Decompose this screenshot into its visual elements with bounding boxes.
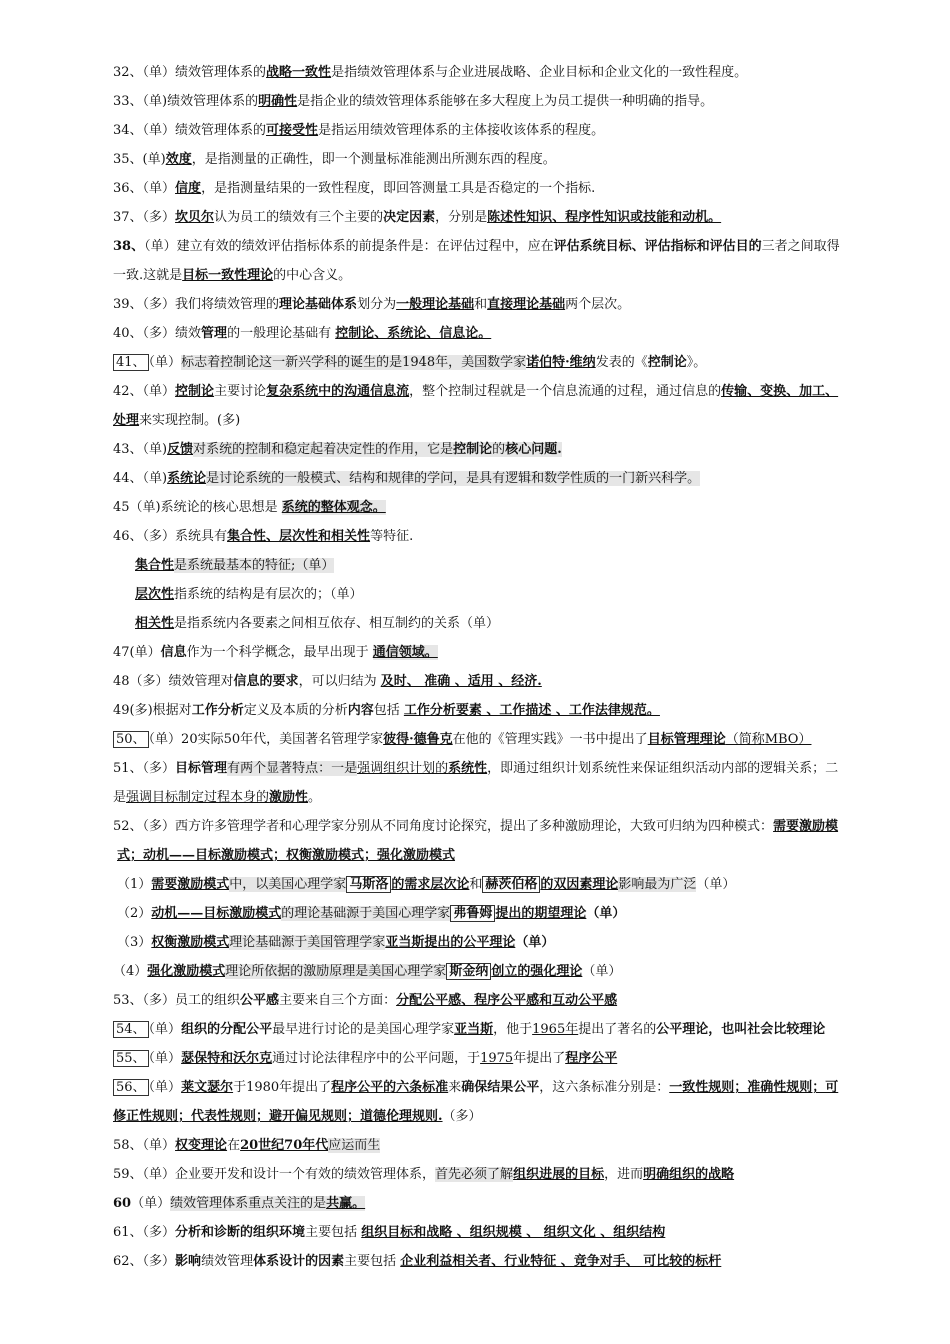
text-segment: 47(单） [113, 645, 161, 660]
text-segment: 提出的期望理论 [495, 906, 587, 921]
text-segment: 62、（多） [113, 1254, 176, 1269]
text-segment: 49(多)根据对 [113, 703, 192, 718]
text-segment: 43、（单) [113, 442, 168, 457]
text-segment: 是指系统内各要素之间相互依存、相互制约的关系（单） [174, 616, 500, 631]
text-segment: 33、（单)绩效管理体系的 [113, 94, 259, 109]
text-segment: 坎贝尔 [175, 210, 215, 225]
text-segment: 亚当斯 [454, 1022, 494, 1037]
text-segment: 反馈 [167, 442, 194, 457]
text-line [113, 1102, 920, 1131]
text-line [113, 986, 920, 1015]
text-segment: 弗鲁姆 [450, 905, 495, 922]
text-line [113, 1189, 920, 1218]
text-segment: 效度 [165, 152, 192, 167]
text-segment: 是 [113, 790, 127, 805]
text-line [113, 232, 920, 261]
text-segment: ，整个控制过程就是一个信息流通的过程，通过信息的 [409, 384, 722, 399]
text-segment: 理论基础体系 [279, 297, 358, 312]
text-segment: 的一般理论基础有 [227, 326, 336, 341]
text-segment: 绩效管理 [201, 1254, 254, 1269]
text-segment: 目标管理 [175, 761, 228, 776]
text-segment: 》。 [686, 355, 707, 370]
text-segment: 20世纪70年代 [240, 1138, 329, 1153]
text-segment: 目标一致性理论 [182, 268, 274, 283]
text-segment: 主要讨论 [214, 384, 267, 399]
text-segment: 系统性 [448, 761, 488, 776]
text-line [113, 1131, 920, 1160]
text-segment: （单） [148, 1022, 182, 1037]
text-segment: 的需求层次论 [391, 877, 470, 892]
text-segment: 35、(单) [113, 152, 166, 167]
text-segment: 战略一致性 [266, 65, 332, 80]
text-segment: 彼得·德鲁克 [383, 732, 453, 747]
text-segment: 56、 [113, 1079, 149, 1096]
text-segment: 对系统的控制和稳定起着决定性的作用，它是 [193, 442, 454, 457]
text-segment: 强调组织计划的 [357, 761, 449, 776]
text-segment: 36、（单） [113, 181, 176, 196]
text-segment: 通信领域。 [372, 645, 438, 660]
text-line [113, 551, 920, 580]
text-segment: 和 [469, 877, 483, 892]
text-segment: 是指绩效管理体系与企业进展战略、企业目标和企业文化的一致性程度。 [331, 65, 748, 80]
text-segment: 38、 [113, 239, 145, 254]
text-segment: 集合性、层次性和相关性 [227, 529, 371, 544]
text-segment: （多） [442, 1109, 482, 1124]
text-segment: 相关性 [135, 616, 175, 631]
text-segment: 42、（单） [113, 384, 176, 399]
text-segment: 层次性 [135, 587, 175, 602]
text-segment: 瑟保特和沃尔克 [181, 1051, 273, 1066]
text-segment: 程序公平的六条标准 [331, 1080, 449, 1095]
text-line [113, 899, 920, 928]
text-segment: 认为员工的绩效有三个主要的 [214, 210, 384, 225]
text-segment: 和 [474, 297, 488, 312]
text-segment: （1） [117, 877, 152, 892]
text-segment: 定义及本质的分析 [243, 703, 348, 718]
text-segment: 59、（单）企业要开发和设计一个有效的绩效管理体系， [113, 1167, 436, 1182]
text-segment: （简称MBO） [725, 732, 812, 747]
text-segment: 控制论 [647, 355, 687, 370]
text-segment: 60 [113, 1196, 132, 1211]
text-segment: 标志着控制论这一新兴学科的诞生的是1948年，美国数学家 [181, 355, 527, 370]
text-segment: （单） [131, 1196, 171, 1211]
text-segment: 一致性规则；准确性规则；可 [669, 1080, 839, 1095]
text-segment: 式；动机——目标激励模式；权衡激励模式；强化激励模式 [117, 848, 456, 863]
text-segment: 斯金纳 [446, 963, 491, 980]
text-segment: 51、（多） [113, 761, 176, 776]
text-segment: 公平理论，也叫社会比较理论 [656, 1022, 826, 1037]
text-segment: 44、（单) [113, 471, 168, 486]
text-line [113, 1015, 920, 1044]
text-line [113, 638, 920, 667]
text-segment: （单） [148, 1080, 182, 1095]
text-line [113, 754, 920, 783]
text-segment: 影响 [175, 1254, 202, 1269]
text-segment: 一致.这就是 [113, 268, 183, 283]
text-segment: 集合性 [135, 558, 175, 573]
text-segment: 发表的《 [595, 355, 648, 370]
text-line [113, 783, 920, 812]
text-segment: 权变理论 [175, 1138, 228, 1153]
text-segment: 48（多）绩效管理对 [113, 674, 234, 689]
text-segment: （2） [117, 906, 152, 921]
text-segment: 45（单)系统论的核心思想是 [113, 500, 282, 515]
text-segment: 需要激励模 [773, 819, 839, 834]
text-segment: 组织进展的目标 [513, 1167, 605, 1182]
text-segment: 的理论基础源于美国心理学家 [281, 906, 451, 921]
text-segment: 三者之间取得 [761, 239, 840, 254]
text-segment: 赫茨伯格 [482, 876, 540, 893]
text-segment: 管理 [201, 326, 228, 341]
text-line [113, 841, 920, 870]
text-segment: 划分为 [357, 297, 397, 312]
text-segment: 中，以美国心理学家 [229, 877, 347, 892]
text-segment: 动机——目标激励模式 [151, 906, 282, 921]
text-segment: （单） [148, 1051, 182, 1066]
text-segment: 复杂系统中的沟通信息流 [266, 384, 410, 399]
text-segment: 34、（单）绩效管理体系的 [113, 123, 267, 138]
text-segment: 的中心含义。 [273, 268, 352, 283]
text-line [113, 261, 920, 290]
text-segment: 来实现控制。(多) [139, 413, 241, 428]
text-segment: （单）20实际50年代，美国著名管理学家 [148, 732, 384, 747]
text-segment: （单） [515, 935, 555, 950]
text-segment: 54、 [113, 1021, 149, 1038]
text-line [113, 725, 920, 754]
text-line [113, 928, 920, 957]
text-line [113, 145, 920, 174]
text-segment: 确保结果公平 [461, 1080, 540, 1095]
text-line [113, 667, 920, 696]
text-segment: 及时、 准确 、适用 、经济. [380, 674, 542, 689]
text-segment: 影响最为广泛 [618, 877, 697, 892]
text-segment: 等特征. [370, 529, 414, 544]
text-line [113, 522, 920, 551]
text-line [113, 609, 920, 638]
text-line [113, 1247, 920, 1276]
text-segment: 信息的要求 [233, 674, 299, 689]
text-line [113, 319, 920, 348]
text-segment: ，他于 [493, 1022, 533, 1037]
text-segment: （单） [586, 906, 626, 921]
text-segment: 传输、变换、加工、 [721, 384, 839, 399]
text-segment: 信息 [160, 645, 187, 660]
text-segment: 公平感 [240, 993, 280, 1008]
text-segment: 首先必须了解 [435, 1167, 514, 1182]
text-segment: 55、 [113, 1050, 149, 1067]
text-segment: 工作分析 [191, 703, 244, 718]
text-segment: 1965年 [532, 1022, 579, 1037]
text-segment: 指系统的结构是有层次的；（单） [174, 587, 363, 602]
text-segment: ，可以归结为 [298, 674, 381, 689]
text-line [113, 1044, 920, 1073]
text-segment: 明确性 [258, 94, 298, 109]
text-segment: 的双因素理论 [540, 877, 619, 892]
text-segment: 信度 [175, 181, 202, 196]
text-segment: 32、（单）绩效管理体系的 [113, 65, 267, 80]
text-segment: （单） [582, 964, 622, 979]
text-segment: 企业利益相关者、行业特征 、竞争对手、 可比较的标杆 [400, 1254, 722, 1269]
text-segment: ，是指测量结果的一致性程度，即回答测量工具是否稳定的一个指标. [201, 181, 596, 196]
text-segment: 理论基础源于美国管理学家 [229, 935, 386, 950]
text-segment: 处理 [113, 413, 140, 428]
text-segment: 诺伯特·维纳 [526, 355, 596, 370]
text-segment: 主要来自三个方面： [279, 993, 397, 1008]
text-line [113, 870, 920, 899]
text-segment: 控制论、系统论、信息论。 [335, 326, 492, 341]
text-line [113, 464, 920, 493]
text-line [113, 493, 920, 522]
text-segment: ，这六条标准分别是： [539, 1080, 670, 1095]
text-line [113, 290, 920, 319]
text-segment: 明确组织的战略 [643, 1167, 735, 1182]
text-segment: 来 [448, 1080, 462, 1095]
text-line [113, 696, 920, 725]
text-segment: 是指企业的绩效管理体系能够在多大程度上为员工提供一种明确的指导。 [297, 94, 714, 109]
text-segment: （4） [113, 964, 148, 979]
text-segment: 体系设计的因素 [253, 1254, 345, 1269]
text-segment: 直接理论基础 [487, 297, 566, 312]
text-segment: 绩效管理体系重点关注的是 [170, 1196, 327, 1211]
text-segment: 马斯洛 [346, 876, 391, 893]
text-segment: 52、（多）西方许多管理学者和心理学家分别从不同角度讨论探究，提出了多种激励理论，大致可归纳为四种模式： [113, 819, 774, 834]
text-segment: 在他的《管理实践》一书中提出了 [452, 732, 648, 747]
text-line [113, 58, 920, 87]
text-segment: 50、 [113, 731, 149, 748]
text-segment: （单） [696, 877, 736, 892]
text-segment: 的 [492, 442, 506, 457]
text-segment: 内容 [347, 703, 374, 718]
text-segment: 61、（多） [113, 1225, 176, 1240]
text-segment: 是讨论系统的一般模式、结构和规律的学问，是具有逻辑和数学性质的一门新兴科学。 [206, 471, 701, 486]
text-segment: 主要包括 [305, 1225, 362, 1240]
text-segment: 53、（多）员工的组织 [113, 993, 241, 1008]
text-line [113, 957, 920, 986]
text-segment: 激励性 [269, 790, 309, 805]
text-segment: 年提出了 [513, 1051, 566, 1066]
text-segment: 主要包括 [344, 1254, 401, 1269]
text-segment: 在 [227, 1138, 241, 1153]
text-segment: 陈述性知识、程序性知识或技能和动机。 [487, 210, 722, 225]
text-segment: 可接受性 [266, 123, 319, 138]
text-segment: 是系统最基本的特征;（单） [174, 558, 335, 573]
text-segment: 39、（多）我们将绩效管理的 [113, 297, 280, 312]
text-line [113, 580, 920, 609]
text-segment: 亚当斯提出的公平理论 [385, 935, 516, 950]
text-segment: 作为一个科学概念，最早出现于 [186, 645, 373, 660]
text-segment: 理论所依据的激励原理是美国心理学家 [225, 964, 447, 979]
text-segment: 修正性规则；代表性规则；避开偏见规则；道德伦理规则. [113, 1109, 443, 1124]
text-segment: 组织的分配公平 [181, 1022, 273, 1037]
text-segment: 通过讨论法律程序中的公平问题，于 [272, 1051, 481, 1066]
text-segment: 58、（单） [113, 1138, 176, 1153]
text-segment: 控制论 [453, 442, 493, 457]
text-segment: 莱文瑟尔 [181, 1080, 234, 1095]
text-line [113, 812, 920, 841]
text-line [113, 1160, 920, 1189]
text-segment: ，是指测量的正确性，即一个测量标准能测出所测东西的程度。 [191, 152, 556, 167]
text-line [113, 1218, 920, 1247]
text-segment: 组织目标和战略 、组织规模 、 组织文化 、组织结构 [361, 1225, 666, 1240]
text-segment: 强化激励模式 [147, 964, 226, 979]
text-segment: 于1980年提出了 [233, 1080, 332, 1095]
text-segment: 创立的强化理论 [491, 964, 583, 979]
text-line [113, 406, 920, 435]
text-segment: 两个层次。 [565, 297, 631, 312]
text-segment: 权衡激励模式 [151, 935, 230, 950]
text-segment: ，即通过组织计划系统性来保证组织活动内部的逻辑关系；二 [487, 761, 839, 776]
text-segment: 程序公平 [565, 1051, 618, 1066]
text-segment: ，进而 [604, 1167, 644, 1182]
text-segment: 37、（多） [113, 210, 176, 225]
text-segment: 核心问题. [505, 442, 562, 457]
text-segment: 共赢。 [326, 1196, 366, 1211]
text-line [113, 116, 920, 145]
text-segment: 最早进行讨论的是美国心理学家 [272, 1022, 455, 1037]
text-line [113, 377, 920, 406]
text-segment: 提出了著名的 [578, 1022, 657, 1037]
text-segment: 46、（多）系统具有 [113, 529, 228, 544]
text-segment: 决定因素 [383, 210, 436, 225]
text-segment: （3） [117, 935, 152, 950]
text-segment: 系统的整体观念。 [281, 500, 386, 515]
text-segment: 系统论 [167, 471, 207, 486]
text-line [113, 87, 920, 116]
text-segment: 包括 [373, 703, 404, 718]
text-segment: 1975 [480, 1051, 514, 1066]
text-segment: 是指运用绩效管理体系的主体接收该体系的程度。 [318, 123, 605, 138]
text-segment: 强调目标制定过程本身的 [126, 790, 270, 805]
text-segment: 分配公平感、程序公平感和互动公平感 [396, 993, 618, 1008]
text-segment: 41、 [113, 354, 149, 371]
text-segment: 有两个显著特点：一是 [227, 761, 358, 776]
text-line [113, 203, 920, 232]
text-segment: 。 [308, 790, 322, 805]
text-segment: （单）建立有效的绩效评估指标体系的前提条件是：在评估过程中，应在 [144, 239, 554, 254]
text-segment: 分析和诊断的组织环境 [175, 1225, 306, 1240]
text-line [113, 174, 920, 203]
text-segment: 需要激励模式 [151, 877, 230, 892]
text-segment: 40、（多）绩效 [113, 326, 202, 341]
text-line [113, 348, 920, 377]
text-segment: （单） [148, 355, 182, 370]
text-segment: 评估系统目标、评估指标和评估目的 [553, 239, 762, 254]
text-line [113, 1073, 920, 1102]
text-segment: 工作分析要素 、工作描述 、工作法律规范。 [403, 703, 660, 718]
text-segment: 控制论 [175, 384, 215, 399]
text-segment: 应运而生 [328, 1138, 381, 1153]
text-segment: 目标管理理论 [647, 732, 726, 747]
text-segment: 一般理论基础 [396, 297, 475, 312]
text-line [113, 435, 920, 464]
text-segment: ，分别是 [435, 210, 488, 225]
